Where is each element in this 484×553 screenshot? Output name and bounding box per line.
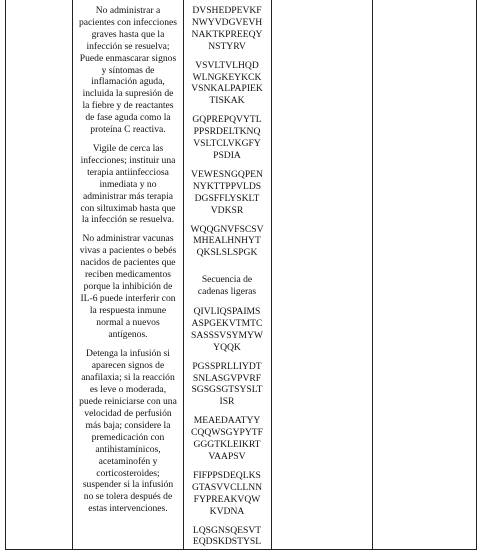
empty-column-4 (373, 0, 476, 549)
heavy-chain-block-4: VEWESNGQPEN NYKTTPPVLDS DGSFFLYSKLT VDKSR (191, 168, 263, 216)
empty-column-3 (272, 0, 372, 549)
light-chain-block-4: FIFPPSDEQLKS GTASVVCLLNN FYPREAKVQW KVDNA (191, 469, 263, 517)
heavy-chain-block-1: DVSHEDPEVKF NWYVDGVEVH NAKTKPREEQY NSTYRV (191, 5, 263, 52)
table-border-bottom (5, 549, 477, 550)
warning-paragraph-infections: No administrar a pacientes con infecciones graves hasta que la infección se resuelva; Puede enmascarar signos y síntomas de inflamación aguda, incluida la supresión de la fiebre y de reactantes de fase aguda como la proteína C reactiva. (78, 5, 178, 136)
light-chain-block-5: LQSGNSQESVT EQDSKDSTYSL (192, 524, 262, 548)
light-chain-heading: Secuencia de cadenas ligeras (197, 274, 257, 298)
warning-paragraph-infusion: Detenga la infusión si aparecen signos de anafilaxia; si la reacción es leve o moderada, puede reiniciarse con una velocidad de perfusión más baja; considere la premedicación con antihistamínicos, acetaminofén y corticosteroides; suspender si la infusión no se tolera después de estas intervenciones. (79, 348, 177, 515)
light-chain-block-3: MEAEDAATYY CQQWSGYPYTF GGGTKLEIKRT VAAPSV (191, 415, 263, 462)
table-border-left (5, 0, 6, 550)
heavy-chain-block-2: VSVLTVLHQD WLNGKEYKCK VSNKALPAPIEK TISKAK (191, 59, 263, 107)
light-chain-block-1: QIVLIQSPAIMS ASPGEKVTMTC SASSSVSYMYW YQQK (191, 306, 263, 353)
heavy-chain-block-5: WQQGNVFSCSV MHEALHNHYT QKSLSLSPGK (190, 223, 264, 259)
sequences-column (184, 0, 270, 548)
light-chain-block-2: PGSSPRLLIYDT SNLASGVPVRF SGSGSGTSYSLT ISR (191, 360, 263, 408)
column-divider-1 (72, 0, 73, 550)
warning-paragraph-vaccines: No administrar vacunas vivas a pacientes o bebés nacidos de pacientes que reciben medicamentos porque la inhibición de IL-6 puede interferir con la respuesta inmune normal a nuevos antígenos. (79, 233, 177, 340)
table-border-right (476, 0, 477, 550)
warning-paragraph-monitoring: Vigile de cerca las infecciones; instituir una terapia antiinfecciosa inmediata y no administrar más terapia con siltuximab hasta que la infección se resuelva. (80, 142, 176, 226)
warnings-column (74, 0, 182, 515)
heavy-chain-block-3: GQPREPQVYTL PPSRDELTKNQ VSLTCLVKGFY PSDIA (192, 114, 262, 161)
